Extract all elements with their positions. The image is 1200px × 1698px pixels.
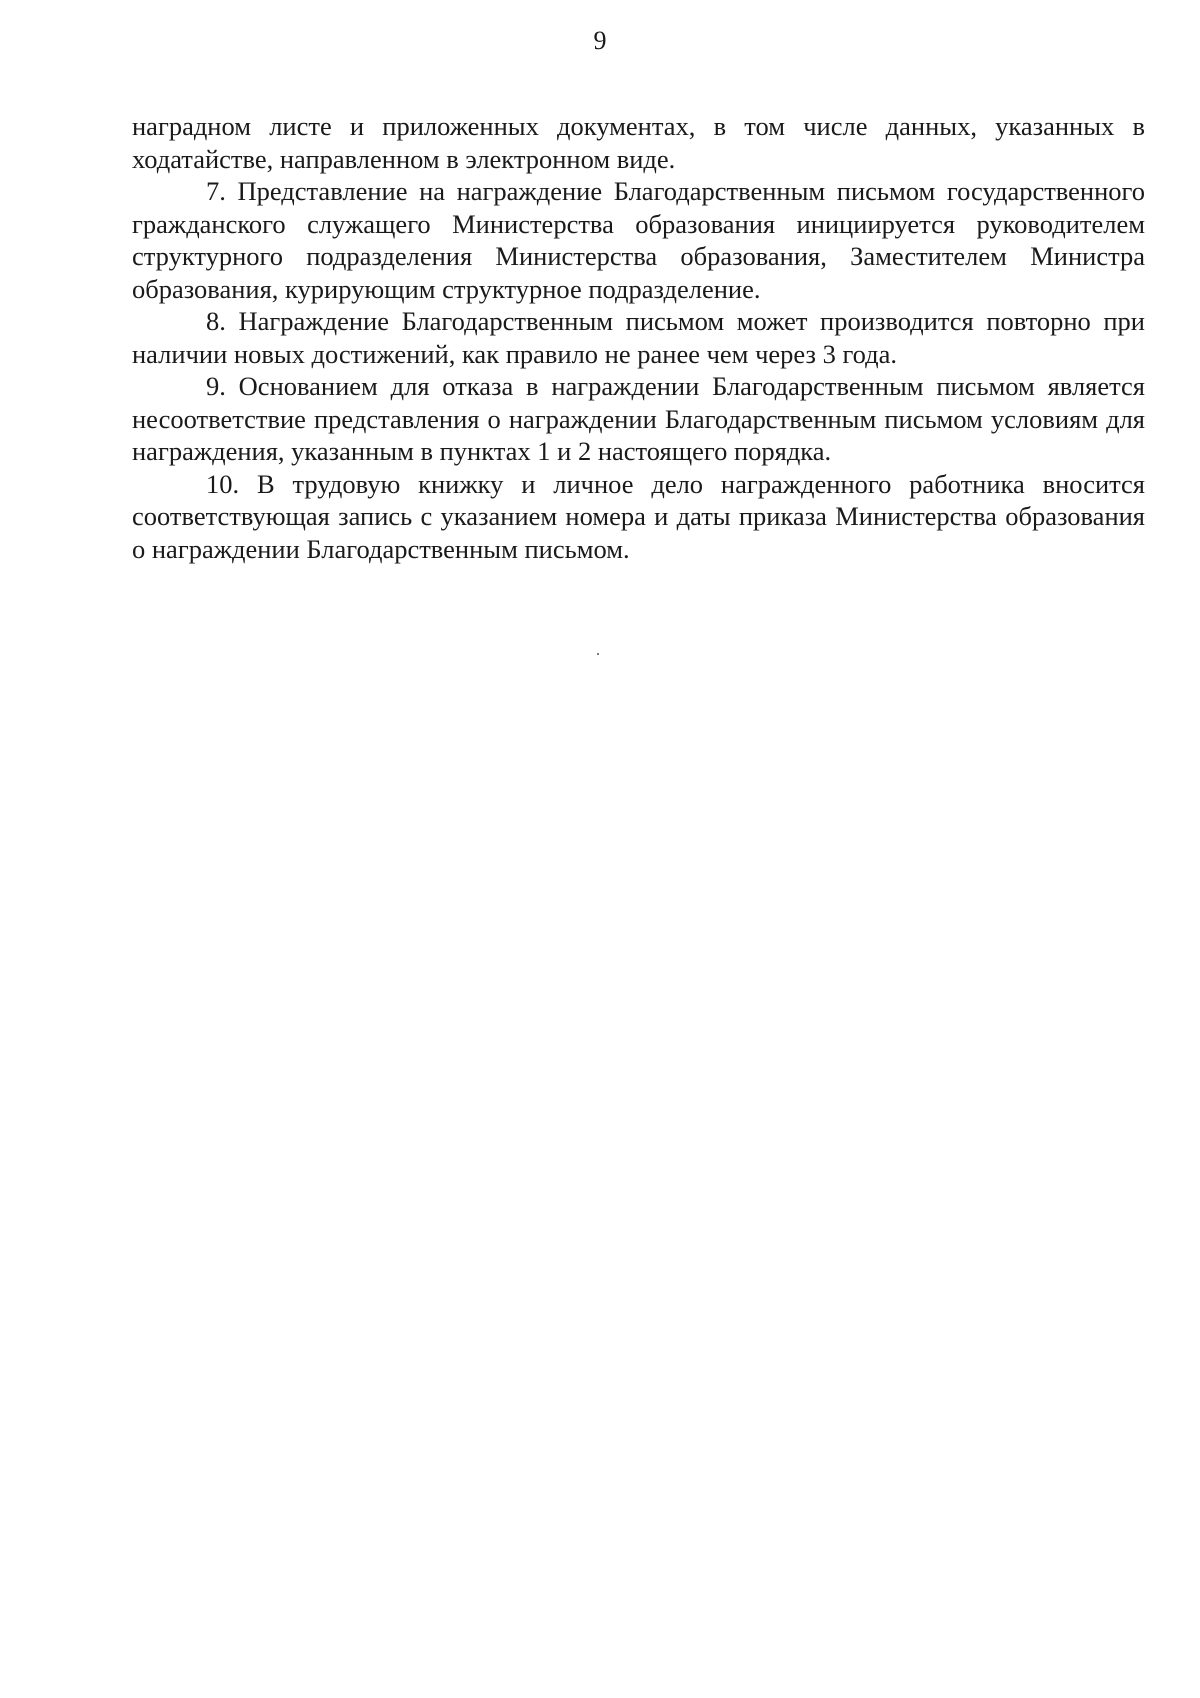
document-body: [132, 110, 1145, 565]
paragraph-continuation: наградном листе и приложенных документах, в том числе данных, указанных в ходатайстве, направленном в электронном виде.: [132, 111, 1145, 174]
paragraph-item-9: 9. Основанием для отказа в награждении Благодарственным письмом является несоответствие представления о награждении Благодарственным письмом условиям для награждения, указанным в пунктах 1 и 2 настоящего порядка.: [132, 371, 1145, 466]
paragraph-item-7: 7. Представление на награждение Благодарственным письмом государственного гражданского служащего Министерства образования инициируется руководителем структурного подразделения Министерства образования, Заместителем Министра образования, курирующим структурное подразделение.: [132, 176, 1145, 304]
paragraph-item-10: 10. В трудовую книжку и личное дело награжденного работника вносится соответствующая запись с указанием номера и даты приказа Министерства образования о награждении Благодарственным письмом.: [132, 468, 1145, 564]
paragraph-item-8: 8. Награждение Благодарственным письмом может производится повторно при наличии новых достижений, как правило не ранее чем через 3 года.: [132, 306, 1145, 369]
scan-speck: [597, 653, 599, 655]
page-number: 9: [593, 26, 607, 55]
